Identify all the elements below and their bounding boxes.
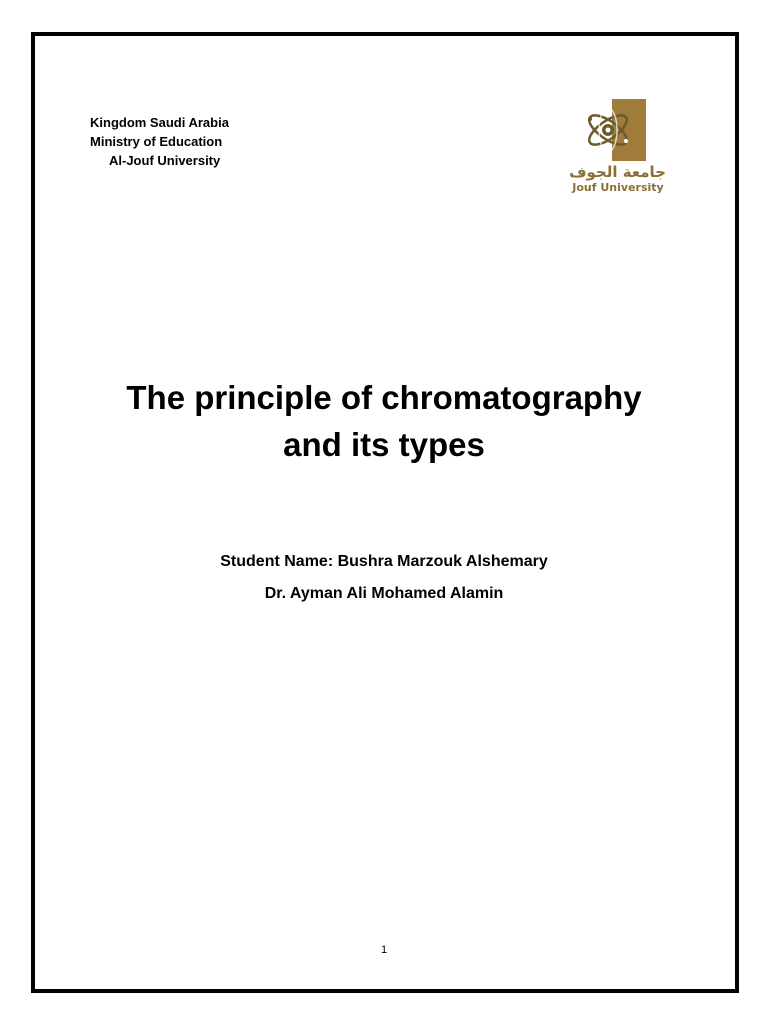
title-line-1: The principle of chromatography bbox=[126, 379, 642, 416]
title-line-2: and its types bbox=[283, 426, 485, 463]
logo-english-text: Jouf University bbox=[572, 181, 664, 194]
university-logo bbox=[570, 97, 666, 201]
ministry-line: Ministry of Education bbox=[90, 134, 223, 149]
country-line: Kingdom Saudi Arabia bbox=[90, 115, 229, 130]
supervisor-name: Dr. Ayman Ali Mohamed Alamin bbox=[264, 585, 504, 602]
university-line: Al-Jouf University bbox=[109, 153, 221, 168]
institution-header bbox=[90, 113, 229, 170]
document-title bbox=[60, 374, 708, 468]
page-number: 1 bbox=[380, 944, 388, 956]
student-name: Student Name: Bushra Marzouk Alshemary bbox=[220, 553, 548, 570]
atom-emblem-icon bbox=[570, 97, 666, 163]
logo-arabic-text: جامعة الجوف bbox=[569, 163, 666, 181]
